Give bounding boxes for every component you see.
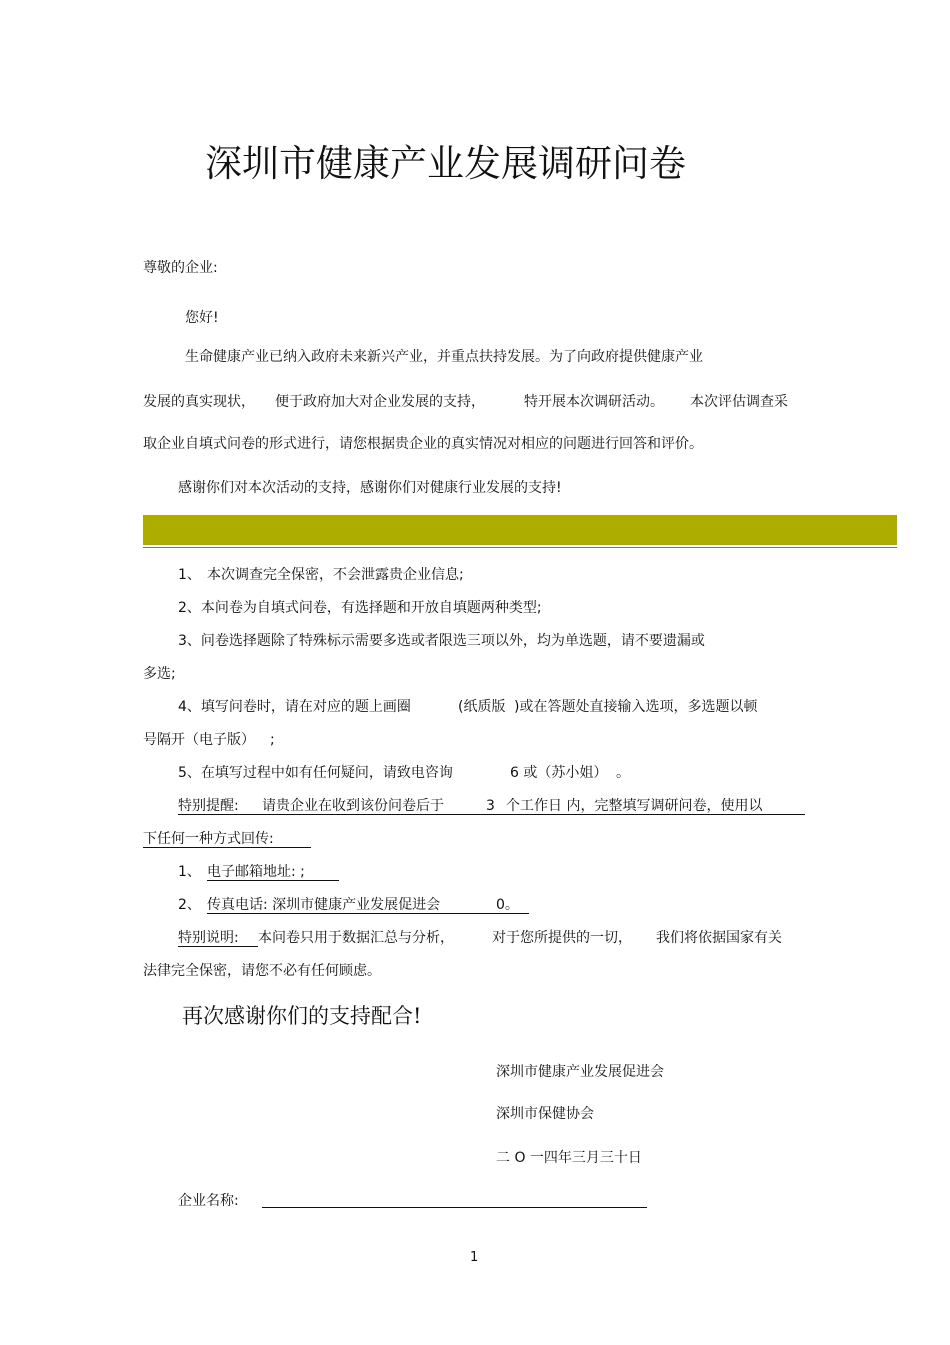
intro-line-2c: 特开展本次调研活动。	[524, 394, 664, 410]
special-reminder-text-c: 下任何一种方式回传:	[143, 831, 274, 847]
method-1-number: 1、	[178, 864, 201, 880]
intro-line-2d: 本次评估调查采	[690, 394, 788, 410]
signature-date: 二 O 一四年三月三十日	[496, 1150, 642, 1166]
intro-line-1: 生命健康产业已纳入政府未来新兴产业，并重点扶持发展。为了向政府提供健康产业	[185, 349, 703, 365]
note-5-part-2: 6 或（苏小姐）	[510, 765, 608, 781]
method-1-underline	[207, 880, 339, 881]
special-reminder-underline	[178, 814, 805, 815]
note-3-line-1: 3、问卷选择题除了特殊标示需要多选或者限选三项以外，均为单选题，请不要遗漏或	[178, 633, 705, 649]
statement-label-underline	[178, 946, 258, 947]
method-2-text: 传真电话: 深圳市健康产业发展促进会	[207, 897, 441, 913]
section-band-underline	[143, 547, 897, 548]
section-band	[143, 515, 897, 545]
method-2-tail: 0。	[496, 897, 519, 913]
special-reminder-underline-2	[143, 847, 311, 848]
note-4-part-1: 4、填写问卷时，请在对应的题上画圈	[178, 699, 411, 715]
salutation: 尊敬的企业:	[143, 260, 218, 276]
closing-thanks: 再次感谢你们的支持配合!	[182, 1004, 422, 1028]
note-4-part-2: (纸质版	[458, 699, 506, 715]
note-3-line-2: 多选;	[143, 666, 176, 682]
note-2: 2、本问卷为自填式问卷，有选择题和开放自填题两种类型;	[178, 600, 542, 616]
statement-label: 特别说明:	[178, 930, 239, 946]
note-5-part-3: 。	[616, 765, 630, 781]
statement-text-d: 法律完全保密，请您不必有任何顾虑。	[143, 963, 381, 979]
page-number: 1	[470, 1250, 479, 1265]
note-4-part-5: ;	[270, 732, 275, 748]
method-2-number: 2、	[178, 897, 201, 913]
company-name-label: 企业名称:	[178, 1193, 239, 1209]
special-reminder-text-b: 个工作日 内，完整填写调研问卷，使用以	[506, 798, 763, 814]
intro-line-2b: 便于政府加大对企业发展的支持，	[275, 394, 485, 410]
note-4-part-3: )或在答题处直接输入选项，多选题以顿	[514, 699, 758, 715]
statement-text-a: 本问卷只用于数据汇总与分析，	[258, 930, 454, 946]
intro-line-2a: 发展的真实现状，	[143, 394, 255, 410]
statement-text-c: 我们将依据国家有关	[656, 930, 782, 946]
page-title: 深圳市健康产业发展调研问卷	[205, 142, 686, 185]
note-1-text: 本次调查完全保密，不会泄露贵企业信息;	[207, 567, 464, 583]
signature-org-1: 深圳市健康产业发展促进会	[496, 1064, 664, 1080]
method-2-underline	[207, 913, 529, 914]
special-reminder-days: 3	[486, 798, 495, 814]
greeting: 您好!	[185, 310, 219, 326]
intro-line-3: 取企业自填式问卷的形式进行，请您根据贵企业的真实情况对相应的问题进行回答和评价。	[143, 436, 703, 452]
statement-text-b: 对于您所提供的一切，	[492, 930, 632, 946]
company-name-field[interactable]	[262, 1207, 647, 1208]
signature-org-2: 深圳市保健协会	[496, 1106, 594, 1122]
special-reminder-text-a: 请贵企业在收到该份问卷后于	[262, 798, 444, 814]
method-1-text: 电子邮箱地址: ;	[207, 864, 305, 880]
special-reminder-label: 特别提醒:	[178, 798, 239, 814]
note-4-part-4: 号隔开（电子版）	[143, 732, 255, 748]
note-5-part-1: 5、在填写过程中如有任何疑问，请致电咨询	[178, 765, 453, 781]
note-1-number: 1、	[178, 567, 201, 583]
thanks-line: 感谢你们对本次活动的支持，感谢你们对健康行业发展的支持!	[178, 480, 562, 496]
